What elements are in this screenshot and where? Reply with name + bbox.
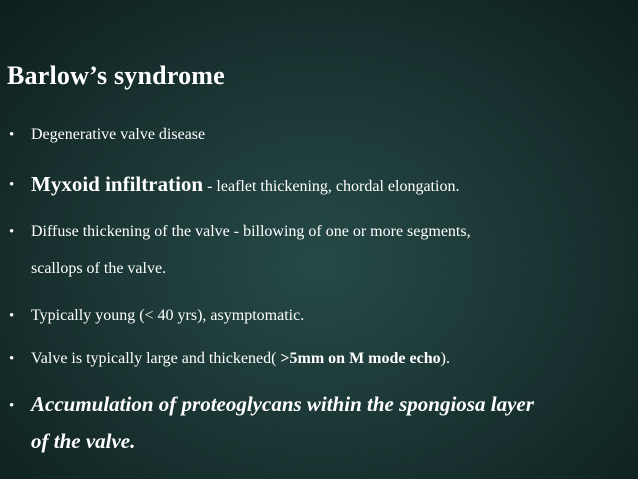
item-text-line1: Accumulation of proteoglycans within the spongiosa layer (31, 392, 534, 416)
bullet-icon: • (9, 224, 15, 240)
bullet-icon: • (9, 127, 15, 143)
bullet-icon: • (9, 351, 15, 367)
bullet-icon: • (9, 177, 15, 193)
slide-title: Barlow’s syndrome (7, 61, 225, 90)
bullet-icon: • (9, 398, 15, 414)
item-post: ). (440, 350, 450, 367)
item-text-line2: scallops of the valve. (31, 260, 167, 277)
item-text: Degenerative valve disease (31, 126, 206, 143)
item-lead: Myxoid infiltration (31, 172, 204, 196)
item-bold-value: >5mm on M mode echo (280, 350, 441, 367)
item-text: Typically young (< 40 yrs), asymptomatic. (31, 307, 305, 324)
item-text-line1: Diffuse thickening of the valve - billowing of one or more segments, (31, 223, 471, 240)
item-text-line2: of the valve. (31, 429, 136, 453)
item-rest: - leaflet thickening, chordal elongation. (203, 178, 460, 195)
item-text (31, 172, 459, 197)
item-text (31, 350, 450, 368)
item-pre: Valve is typically large and thickened( (31, 350, 281, 367)
bullet-icon: • (9, 308, 15, 324)
